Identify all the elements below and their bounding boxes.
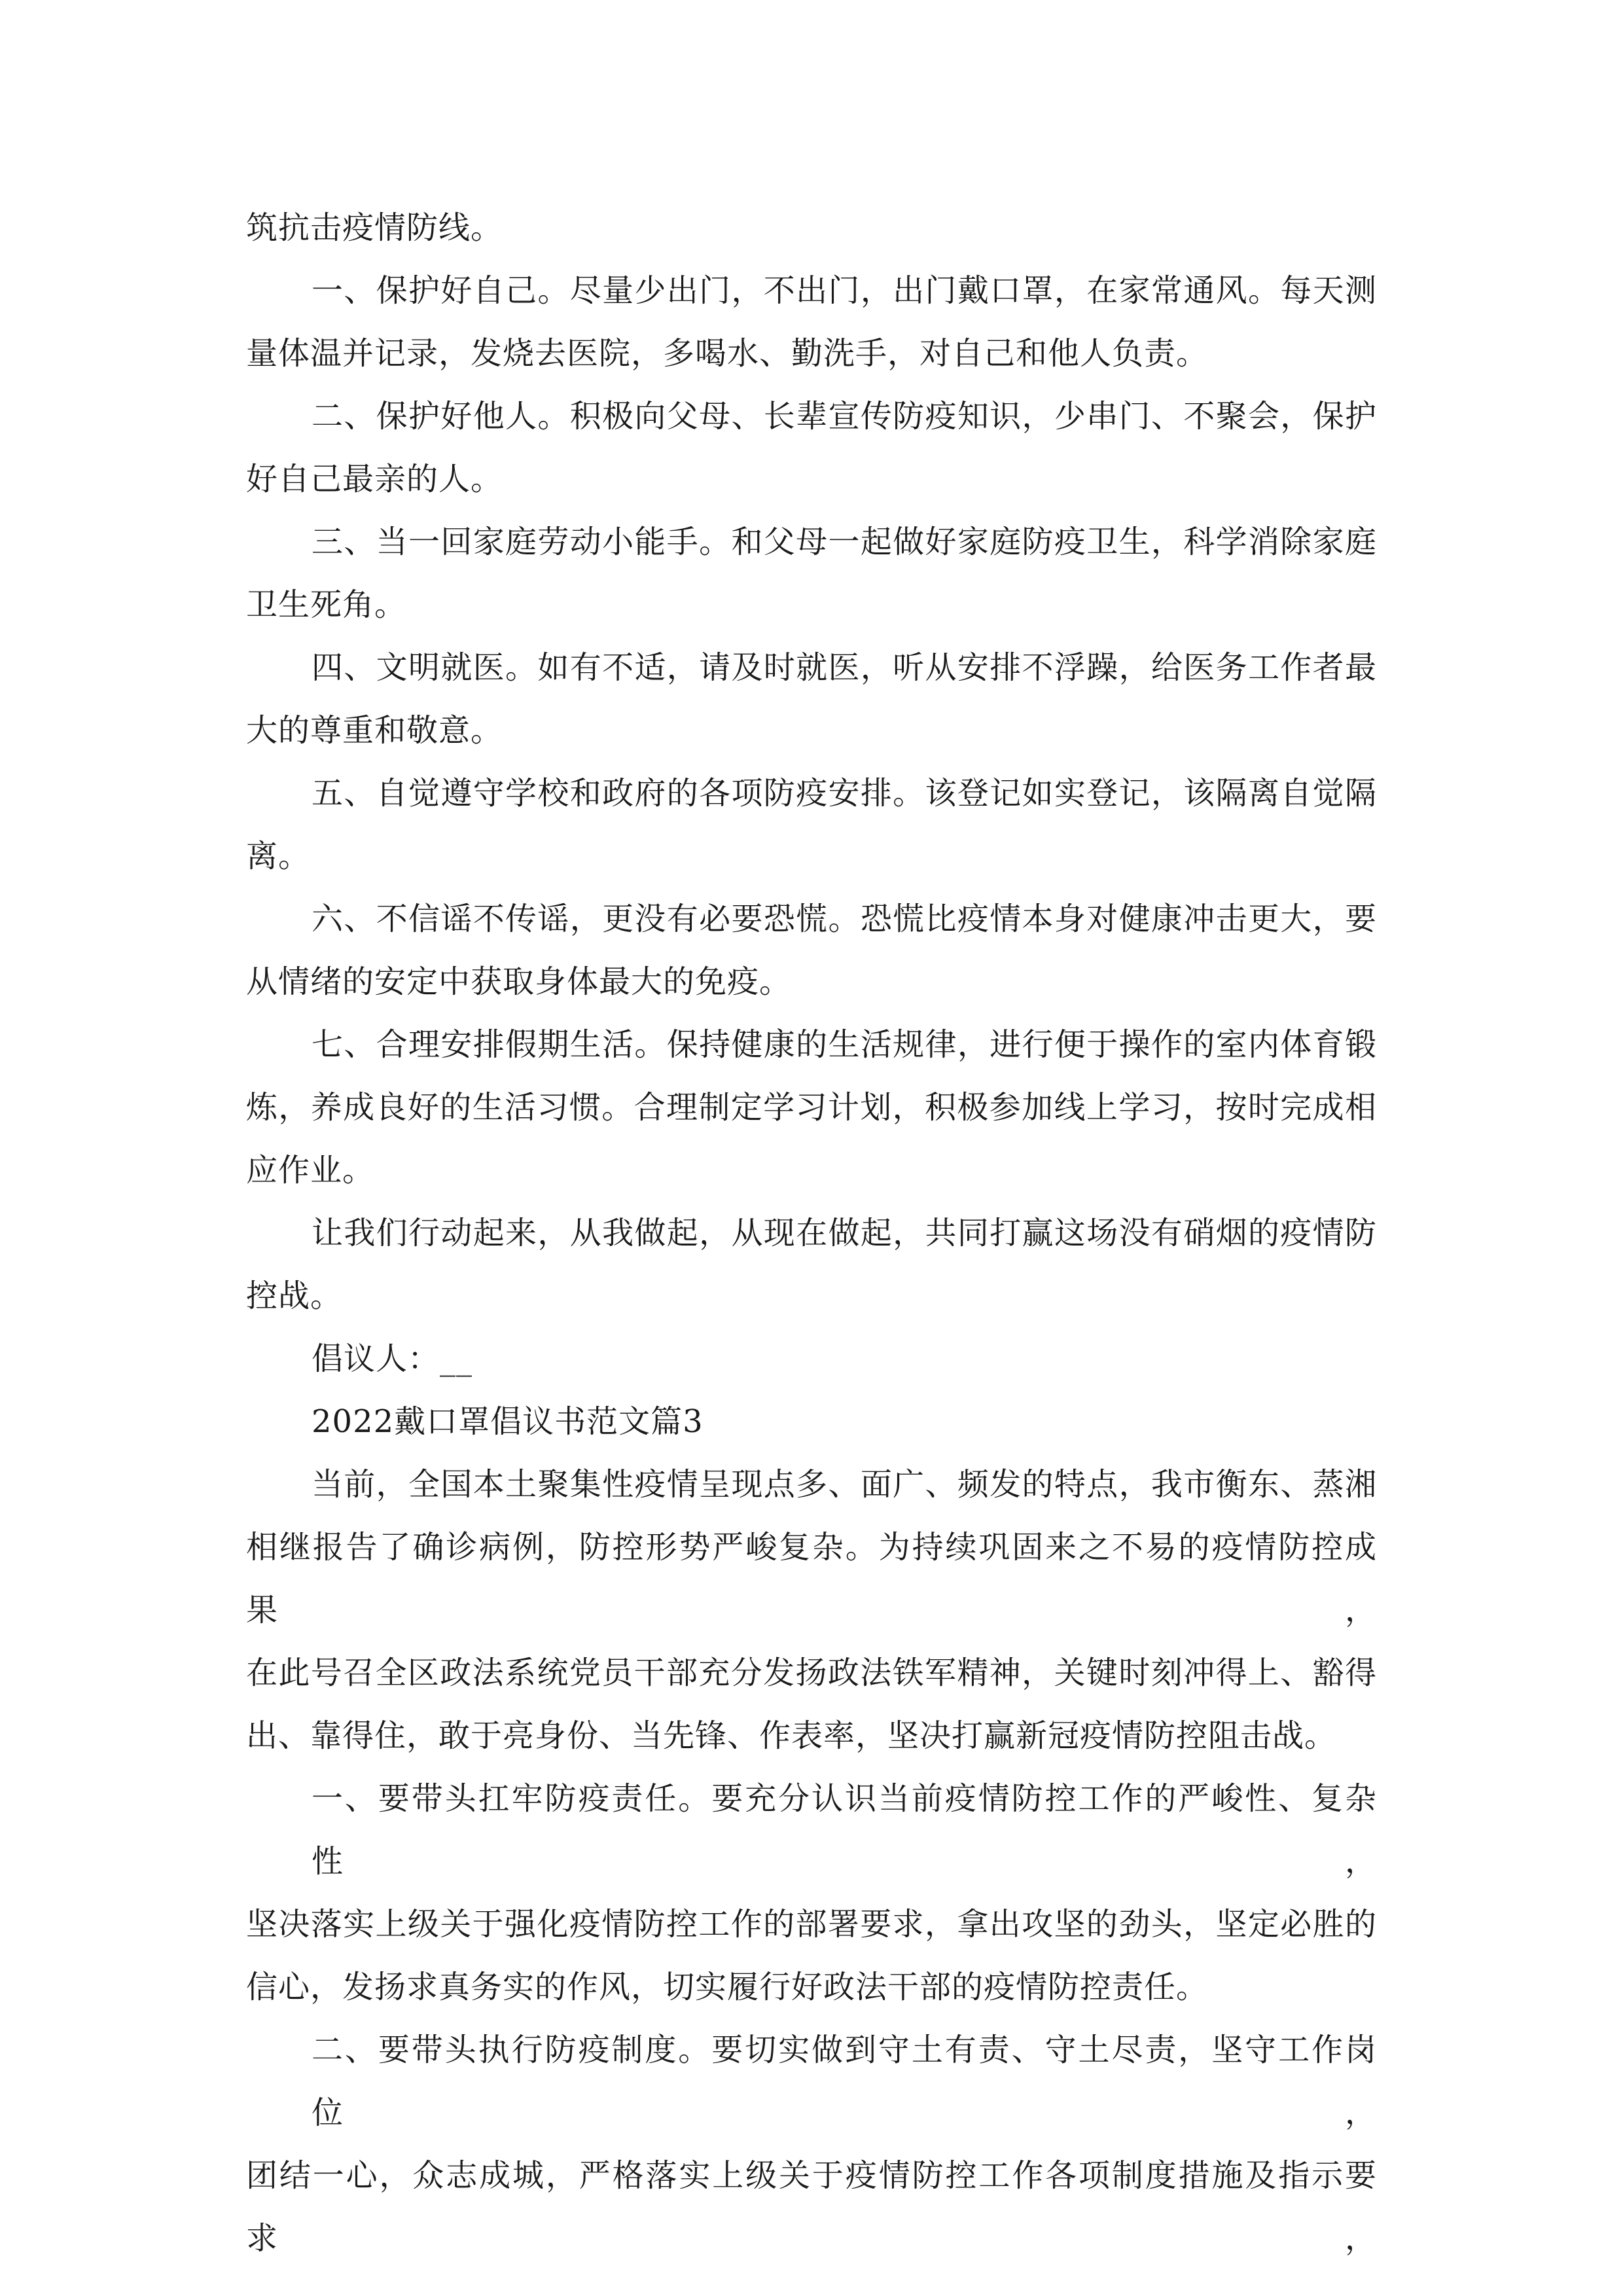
text-line: 出、靠得住，敢于亮身份、当先锋、作表率，坚决打赢新冠疫情防控阻击战。 xyxy=(246,1717,1337,1754)
text-line: 二、保护好他人。积极向父母、长辈宣传防疫知识，少串门、不聚会，保护 xyxy=(312,398,1377,435)
text-line: 五、自觉遵守学校和政府的各项防疫安排。该登记如实登记，该隔离自觉隔 xyxy=(312,775,1377,812)
text-line: 筑抗击疫情防线。 xyxy=(246,209,503,246)
text-line: 团结一心，众志成城，严格落实上级关于疫情防控工作各项制度措施及指示要求， xyxy=(246,2157,1377,2257)
text-line: 七、合理安排假期生活。保持健康的生活规律，进行便于操作的室内体育锻 xyxy=(312,1026,1377,1063)
text-line: 炼，养成良好的生活习惯。合理制定学习计划，积极参加线上学习，按时完成相 xyxy=(246,1089,1377,1126)
text-line: 大的尊重和敬意。 xyxy=(246,712,503,749)
text-line: 应作业。 xyxy=(246,1152,375,1189)
text-line: 控战。 xyxy=(246,1278,343,1314)
text-line: 四、文明就医。如有不适，请及时就医，听从安排不浮躁，给医务工作者最 xyxy=(312,649,1377,686)
text-line: 信心，发扬求真务实的作风，切实履行好政法干部的疫情防控责任。 xyxy=(246,1969,1209,2005)
text-line: 量体温并记录，发烧去医院，多喝水、勤洗手，对自己和他人负责。 xyxy=(246,335,1209,372)
text-line: 一、要带头扛牢防疫责任。要充分认识当前疫情防控工作的严峻性、复杂性， xyxy=(312,1780,1377,1880)
text-line: 相继报告了确诊病例，防控形势严峻复杂。为持续巩固来之不易的疫情防控成果， xyxy=(246,1529,1377,1628)
text-line: 六、不信谣不传谣，更没有必要恐慌。恐慌比疫情本身对健康冲击更大，要 xyxy=(312,901,1377,937)
text-line: 二、要带头执行防疫制度。要切实做到守土有责、守土尽责，坚守工作岗位， xyxy=(312,2032,1377,2131)
text-line: 2022戴口罩倡议书范文篇3 xyxy=(312,1403,704,1440)
text-line: 倡议人：__ xyxy=(312,1340,473,1377)
text-line: 当前，全国本土聚集性疫情呈现点多、面广、频发的特点，我市衡东、蒸湘 xyxy=(312,1466,1377,1503)
text-line: 三、当一回家庭劳动小能手。和父母一起做好家庭防疫卫生，科学消除家庭 xyxy=(312,524,1377,560)
document-body xyxy=(246,196,1377,2270)
text-line: 坚决落实上级关于强化疫情防控工作的部署要求，拿出攻坚的劲头，坚定必胜的 xyxy=(246,1906,1377,1943)
text-line: 好自己最亲的人。 xyxy=(246,461,503,497)
text-line: 一、保护好自己。尽量少出门，不出门，出门戴口罩，在家常通风。每天测 xyxy=(312,272,1377,309)
text-line: 在此号召全区政法系统党员干部充分发扬政法铁军精神，关键时刻冲得上、豁得 xyxy=(246,1655,1377,1691)
text-line: 从情绪的安定中获取身体最大的免疫。 xyxy=(246,963,792,1000)
text-line: 卫生死角。 xyxy=(246,586,407,623)
text-line: 离。 xyxy=(246,838,311,874)
text-line: 让我们行动起来，从我做起，从现在做起，共同打赢这场没有硝烟的疫情防 xyxy=(312,1215,1377,1251)
